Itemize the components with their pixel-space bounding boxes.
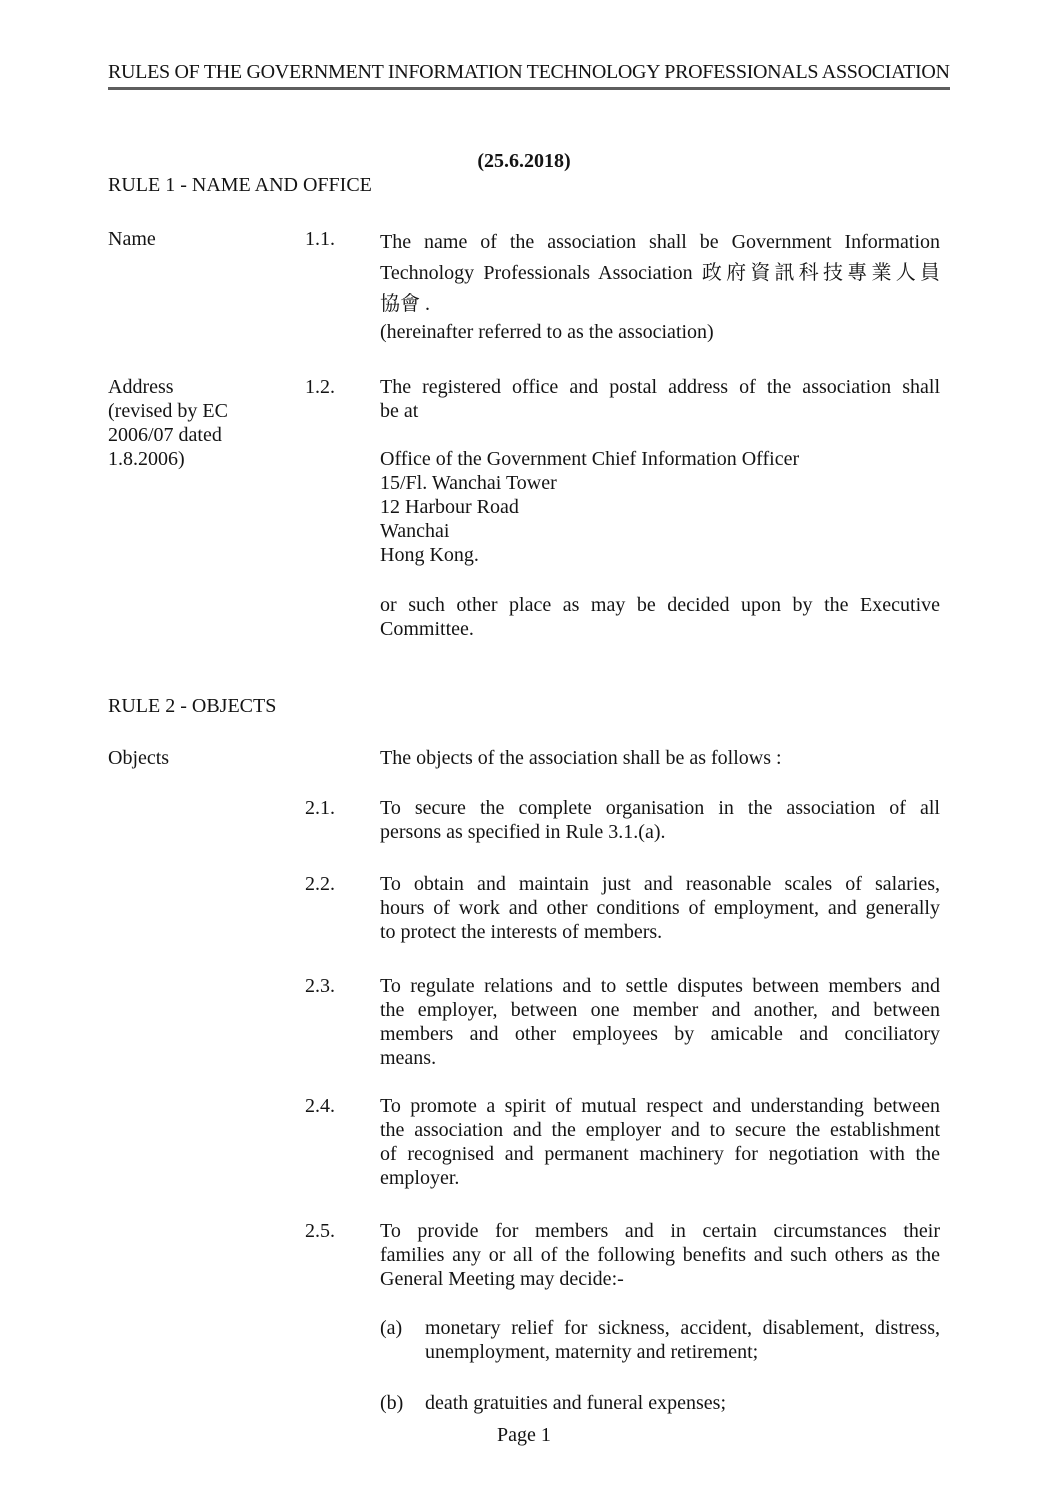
benefit-marker-a: (a) bbox=[380, 1317, 403, 1339]
clause-1-1-note: (hereinafter referred to as the association) bbox=[380, 321, 714, 343]
title-row bbox=[108, 60, 950, 90]
clause-number-1-2: 1.2. bbox=[305, 376, 335, 398]
page-number: Page 1 bbox=[497, 1424, 551, 1446]
document-title: RULES OF THE GOVERNMENT INFORMATION TECHNOLOGY PROFESSIONALS ASSOCIATION bbox=[108, 60, 950, 90]
clause-1-2-intro: The registered office and postal address of the association shall be at bbox=[380, 376, 940, 422]
clause-2-5-text: To provide for members and in certain circumstances their families any or all of the following benefits and such others as the General Meeting may decide:- bbox=[380, 1220, 940, 1290]
revision-date: (25.6.2018) bbox=[477, 150, 571, 172]
clause-1-1-text: The name of the association shall be Government Information Technology Professionals Association 政府資訊科技專業人員 協會 . bbox=[380, 231, 940, 315]
objects-label: Objects bbox=[108, 747, 170, 769]
office-address-block: Office of the Government Chief Information Officer 15/Fl. Wanchai Tower 12 Harbour Road Wanchai Hong Kong. bbox=[380, 448, 800, 566]
clause-number-2-5: 2.5. bbox=[305, 1220, 335, 1242]
clause-1-2-alternative: or such other place as may be decided upon by the Executive Committee. bbox=[380, 594, 940, 640]
clause-2-4-row bbox=[108, 1094, 940, 1190]
clause-number-2-4: 2.4. bbox=[305, 1095, 335, 1117]
clause-2-2-text: To obtain and maintain just and reasonable scales of salaries, hours of work and other conditions of employment, and generally to protect the interests of members. bbox=[380, 873, 940, 943]
benefit-b-inner bbox=[380, 1391, 940, 1415]
clause-2-4-text: To promote a spirit of mutual respect and understanding between the association and the employer and to secure the establishment of recognised and permanent machinery for negotiation with the employer. bbox=[380, 1095, 940, 1189]
name-label: Name bbox=[108, 228, 156, 250]
objects-intro: The objects of the association shall be as follows : bbox=[380, 747, 782, 769]
objects-row bbox=[108, 746, 940, 770]
benefit-a-body bbox=[380, 1316, 940, 1364]
benefit-a-row bbox=[108, 1316, 940, 1364]
benefit-b-row bbox=[108, 1391, 940, 1415]
clause-2-1-row bbox=[108, 796, 940, 844]
clause-2-3-row bbox=[108, 974, 940, 1070]
benefit-marker-b: (b) bbox=[380, 1392, 404, 1414]
clause-1-1-body bbox=[380, 227, 940, 344]
clause-1-2-row bbox=[108, 375, 940, 641]
clause-1-2-body bbox=[380, 375, 940, 641]
clause-2-3-text: To regulate relations and to settle disputes between members and the employer, between one member and another, and between members and other employees by amicable and conciliatory means. bbox=[380, 975, 940, 1069]
clause-1-1-row bbox=[108, 227, 940, 344]
rule2-heading: RULE 2 - OBJECTS bbox=[108, 695, 277, 717]
clause-2-1-text: To secure the complete organisation in the association of all persons as specified in Rule 3.1.(a). bbox=[380, 797, 940, 843]
clause-2-2-row bbox=[108, 872, 940, 944]
benefit-b-text: death gratuities and funeral expenses; bbox=[425, 1392, 726, 1414]
address-label: Address (revised by EC 2006/07 dated 1.8.2006) bbox=[108, 376, 228, 470]
document-content bbox=[108, 60, 950, 1447]
rule1-heading: RULE 1 - NAME AND OFFICE bbox=[108, 174, 372, 196]
benefit-a-text: monetary relief for sickness, accident, disablement, distress, unemployment, maternity and retirement; bbox=[425, 1317, 940, 1363]
clause-2-5-row bbox=[108, 1219, 940, 1291]
clause-number-2-2: 2.2. bbox=[305, 873, 335, 895]
benefit-b-body bbox=[380, 1391, 940, 1415]
clause-number-2-3: 2.3. bbox=[305, 975, 335, 997]
benefit-a-inner bbox=[380, 1316, 940, 1364]
clause-number-2-1: 2.1. bbox=[305, 797, 335, 819]
clause-number-1-1: 1.1. bbox=[305, 228, 335, 250]
